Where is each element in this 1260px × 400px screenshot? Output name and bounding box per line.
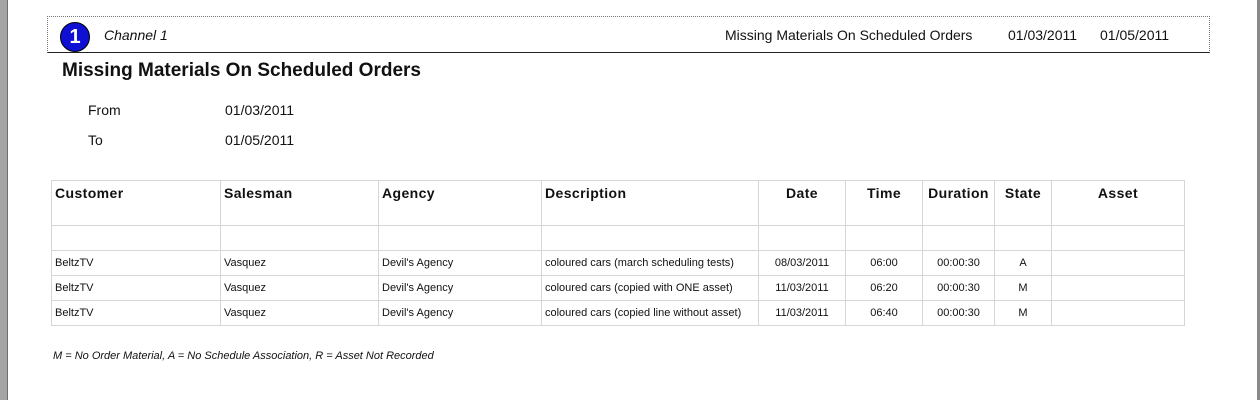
header-report-name: Missing Materials On Scheduled Orders: [725, 27, 973, 43]
cell-description: coloured cars (copied with ONE asset): [542, 276, 759, 301]
cell-state: M: [995, 276, 1052, 301]
column-header-customer: Customer: [52, 181, 221, 226]
column-header-state: State: [995, 181, 1052, 226]
cell-date: 11/03/2011: [759, 276, 846, 301]
from-value: 01/03/2011: [225, 102, 295, 118]
table-header-row: [52, 181, 1185, 226]
cell-asset: [1052, 251, 1185, 276]
cell-state: A: [995, 251, 1052, 276]
header-date-from: 01/03/2011: [1008, 27, 1078, 43]
cell-agency: Devil's Agency: [379, 251, 542, 276]
column-header-salesman: Salesman: [221, 181, 379, 226]
cell-duration: 00:00:30: [923, 276, 995, 301]
cell-agency: Devil's Agency: [379, 301, 542, 326]
cell-state: M: [995, 301, 1052, 326]
column-header-description: Description: [542, 181, 759, 226]
cell-salesman: Vasquez: [221, 276, 379, 301]
column-header-date: Date: [759, 181, 846, 226]
cell-asset: [1052, 301, 1185, 326]
cell-time: 06:40: [846, 301, 923, 326]
cell-time: 06:20: [846, 276, 923, 301]
cell-description: coloured cars (copied line without asset): [542, 301, 759, 326]
to-label: To: [88, 132, 103, 148]
orders-table: [51, 180, 1185, 326]
cell-customer: BeltzTV: [52, 301, 221, 326]
cell-salesman: Vasquez: [221, 251, 379, 276]
channel-number-badge: 1: [60, 22, 90, 52]
cell-description: coloured cars (march scheduling tests): [542, 251, 759, 276]
column-header-asset: Asset: [1052, 181, 1185, 226]
table-spacer-row: [52, 226, 1185, 251]
cell-duration: 00:00:30: [923, 301, 995, 326]
cell-date: 08/03/2011: [759, 251, 846, 276]
cell-time: 06:00: [846, 251, 923, 276]
cell-agency: Devil's Agency: [379, 276, 542, 301]
report-header-band: [47, 16, 1210, 53]
cell-salesman: Vasquez: [221, 301, 379, 326]
channel-name: Channel 1: [104, 27, 168, 43]
table-row: [52, 301, 1185, 326]
state-legend: M = No Order Material, A = No Schedule Association, R = Asset Not Recorded: [53, 350, 434, 362]
cell-duration: 00:00:30: [923, 251, 995, 276]
column-header-agency: Agency: [379, 181, 542, 226]
table-row: [52, 251, 1185, 276]
cell-customer: BeltzTV: [52, 251, 221, 276]
from-label: From: [88, 102, 121, 118]
table-row: [52, 276, 1185, 301]
column-header-duration: Duration: [923, 181, 995, 226]
window-frame-left: [0, 0, 8, 400]
header-date-to: 01/05/2011: [1100, 27, 1170, 43]
cell-asset: [1052, 276, 1185, 301]
report-title: Missing Materials On Scheduled Orders: [62, 60, 421, 81]
cell-customer: BeltzTV: [52, 276, 221, 301]
to-value: 01/05/2011: [225, 132, 295, 148]
column-header-time: Time: [846, 181, 923, 226]
cell-date: 11/03/2011: [759, 301, 846, 326]
